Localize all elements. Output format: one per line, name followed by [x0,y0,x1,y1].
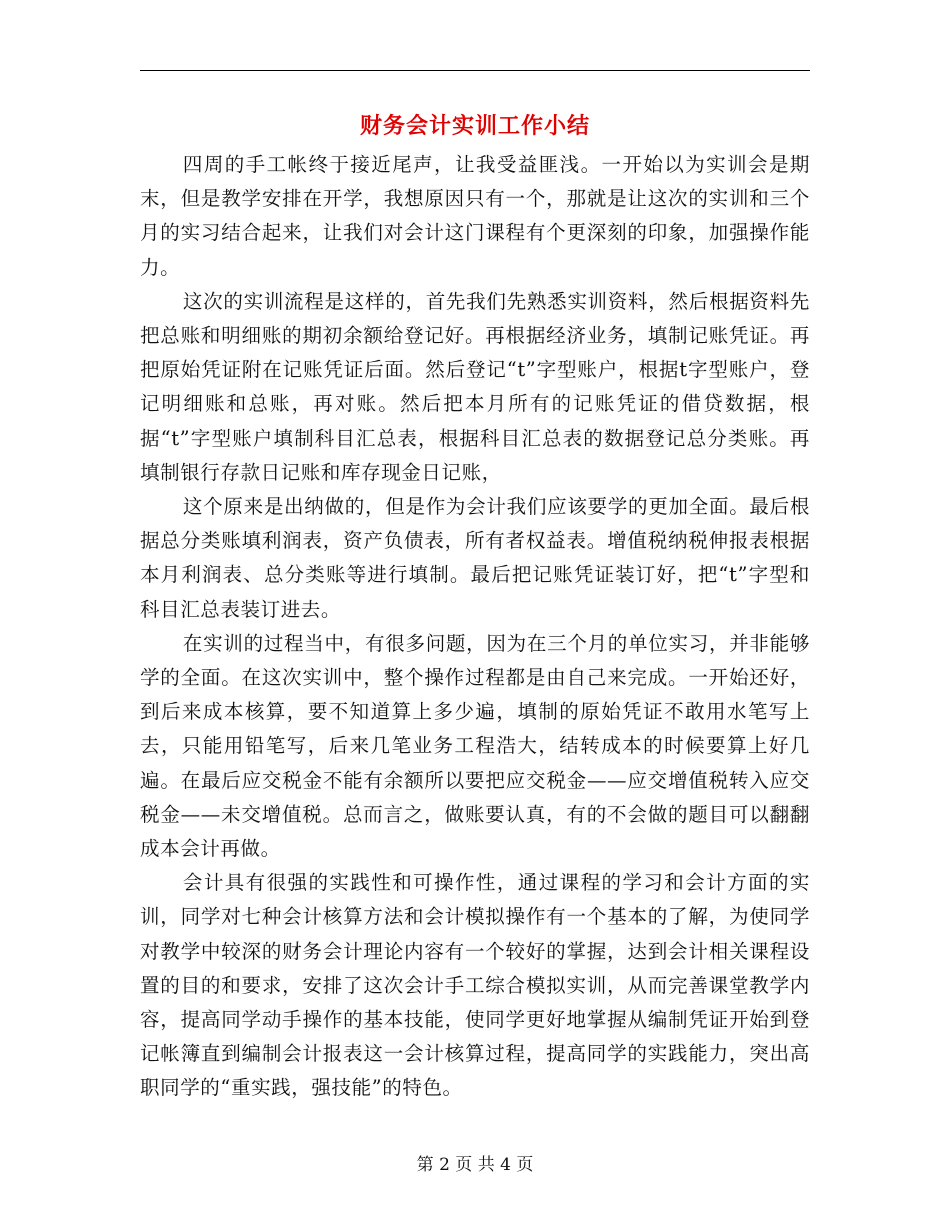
paragraph-1: 四周的手工帐终于接近尾声，让我受益匪浅。一开始以为实训会是期末，但是教学安排在开学，我想原因只有一个，那就是让这次的实训和三个月的实习结合起来，让我们对会计这门课程有个更深刻的印象，加强操作能力。 [140,153,810,279]
paragraph-5: 会计具有很强的实践性和可操作性，通过课程的学习和会计方面的实训，同学对七种会计核算方法和会计模拟操作有一个基本的了解，为使同学对教学中较深的财务会计理论内容有一个较好的掌握，达到会计相关课程设置的目的和要求，安排了这次会计手工综合模拟实训，从而完善课堂教学内容，提高同学动手操作的基本技能，使同学更好地掌握从编制凭证开始到登记帐簿直到编制会计报表这一会计核算过程，提高同学的实践能力，突出高职同学的“重实践，强技能”的特色。 [140,871,810,1100]
paragraph-4: 在实训的过程当中，有很多问题，因为在三个月的单位实习，并非能够学的全面。在这次实训中，整个操作过程都是由自己来完成。一开始还好，到后来成本核算，要不知道算上多少遍，填制的原始凭证不敢用水笔写上去，只能用铅笔写，后来几笔业务工程浩大，结转成本的时候要算上好几遍。在最后应交税金不能有余额所以要把应交税金——应交增值税转入应交税金——未交增值税。总而言之，做账要认真，有的不会做的题目可以翻翻成本会计再做。 [140,631,810,861]
page-number-footer: 第 2 页 共 4 页 [416,1155,534,1175]
document-body [140,148,810,1106]
paragraph-2: 这次的实训流程是这样的，首先我们先熟悉实训资料，然后根据资料先把总账和明细账的期初余额给登记好。再根据经济业务，填制记账凭证。再把原始凭证附在记账凭证后面。然后登记“t”字型账户，根据t字型账户，登记明细账和总账，再对账。然后把本月所有的记账凭证的借贷数据，根据“t”字型账户填制科目汇总表，根据科目汇总表的数据登记总分类账。再填制银行存款日记账和库存现金日记账， [140,289,810,484]
document-title: 财务会计实训工作小结 [359,113,590,139]
paragraph-3: 这个原来是出纳做的，但是作为会计我们应该要学的更加全面。最后根据总分类账填利润表，资产负债表，所有者权益表。增值税纳税伸报表根据本月利润表、总分类账等进行填制。最后把记账凭证装订好，把“t”字型和科目汇总表装订进去。 [140,495,810,621]
header-rule [140,70,810,71]
